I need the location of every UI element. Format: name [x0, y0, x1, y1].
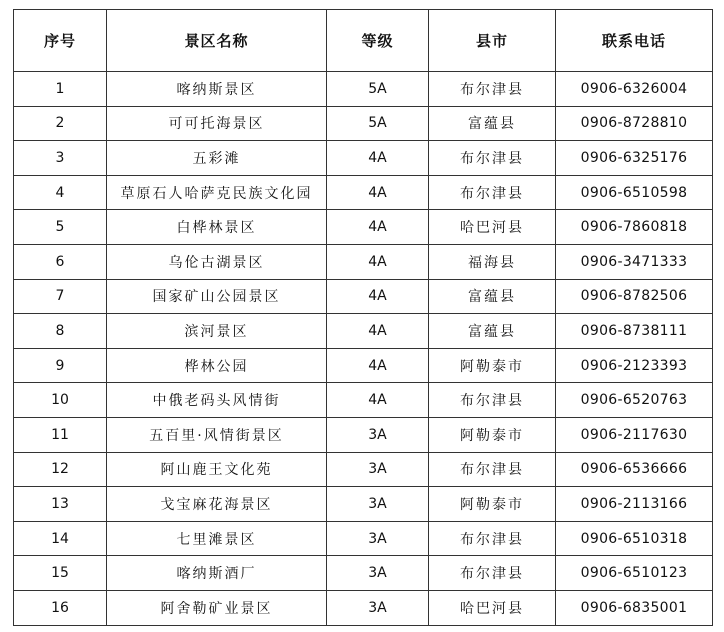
cell-phone: 0906-7860818 [556, 210, 713, 245]
table-row [14, 314, 713, 349]
cell-county: 布尔津县 [429, 175, 556, 210]
cell-phone: 0906-8728810 [556, 106, 713, 141]
cell-level: 4A [327, 314, 429, 349]
cell-name: 喀纳斯景区 [107, 72, 327, 107]
cell-county: 富蕴县 [429, 279, 556, 314]
cell-index: 2 [14, 106, 107, 141]
cell-name: 草原石人哈萨克民族文化园 [107, 175, 327, 210]
table-body [14, 72, 713, 626]
table-row [14, 452, 713, 487]
cell-index: 10 [14, 383, 107, 418]
header-phone: 联系电话 [556, 10, 713, 72]
table-header [14, 10, 713, 72]
cell-phone: 0906-2113166 [556, 487, 713, 522]
cell-level: 3A [327, 521, 429, 556]
cell-county: 阿勒泰市 [429, 348, 556, 383]
cell-level: 3A [327, 556, 429, 591]
cell-name: 国家矿山公园景区 [107, 279, 327, 314]
cell-level: 4A [327, 141, 429, 176]
cell-index: 4 [14, 175, 107, 210]
cell-county: 布尔津县 [429, 521, 556, 556]
cell-index: 6 [14, 244, 107, 279]
cell-index: 15 [14, 556, 107, 591]
cell-index: 5 [14, 210, 107, 245]
cell-phone: 0906-2123393 [556, 348, 713, 383]
table-row [14, 244, 713, 279]
header-level: 等级 [327, 10, 429, 72]
cell-name: 中俄老码头风情街 [107, 383, 327, 418]
scenic-spots-table [13, 9, 713, 626]
cell-county: 布尔津县 [429, 556, 556, 591]
cell-level: 4A [327, 210, 429, 245]
cell-phone: 0906-6326004 [556, 72, 713, 107]
cell-index: 13 [14, 487, 107, 522]
cell-level: 3A [327, 452, 429, 487]
cell-county: 福海县 [429, 244, 556, 279]
cell-level: 4A [327, 383, 429, 418]
cell-phone: 0906-6510598 [556, 175, 713, 210]
cell-name: 桦林公园 [107, 348, 327, 383]
cell-name: 阿舍勒矿业景区 [107, 590, 327, 625]
cell-index: 16 [14, 590, 107, 625]
cell-county: 布尔津县 [429, 383, 556, 418]
cell-level: 4A [327, 175, 429, 210]
cell-name: 五彩滩 [107, 141, 327, 176]
cell-name: 七里滩景区 [107, 521, 327, 556]
cell-phone: 0906-8738111 [556, 314, 713, 349]
cell-level: 5A [327, 72, 429, 107]
cell-name: 乌伦古湖景区 [107, 244, 327, 279]
cell-county: 阿勒泰市 [429, 487, 556, 522]
cell-level: 4A [327, 279, 429, 314]
cell-index: 9 [14, 348, 107, 383]
header-row [14, 10, 713, 72]
cell-index: 1 [14, 72, 107, 107]
cell-phone: 0906-6536666 [556, 452, 713, 487]
table-row [14, 72, 713, 107]
table-row [14, 175, 713, 210]
cell-name: 喀纳斯酒厂 [107, 556, 327, 591]
cell-phone: 0906-8782506 [556, 279, 713, 314]
header-county: 县市 [429, 10, 556, 72]
cell-county: 富蕴县 [429, 106, 556, 141]
table-row [14, 141, 713, 176]
table-row [14, 417, 713, 452]
cell-level: 3A [327, 487, 429, 522]
table-row [14, 487, 713, 522]
cell-phone: 0906-2117630 [556, 417, 713, 452]
cell-phone: 0906-6520763 [556, 383, 713, 418]
cell-county: 阿勒泰市 [429, 417, 556, 452]
cell-level: 4A [327, 348, 429, 383]
cell-county: 哈巴河县 [429, 590, 556, 625]
cell-county: 富蕴县 [429, 314, 556, 349]
cell-index: 7 [14, 279, 107, 314]
cell-phone: 0906-6510123 [556, 556, 713, 591]
table-row [14, 106, 713, 141]
cell-phone: 0906-6325176 [556, 141, 713, 176]
table-row [14, 521, 713, 556]
cell-county: 布尔津县 [429, 72, 556, 107]
cell-name: 白桦林景区 [107, 210, 327, 245]
cell-index: 12 [14, 452, 107, 487]
cell-name: 滨河景区 [107, 314, 327, 349]
table-row [14, 383, 713, 418]
table-row [14, 279, 713, 314]
header-index: 序号 [14, 10, 107, 72]
cell-level: 3A [327, 417, 429, 452]
cell-index: 8 [14, 314, 107, 349]
cell-phone: 0906-3471333 [556, 244, 713, 279]
table-row [14, 210, 713, 245]
cell-phone: 0906-6510318 [556, 521, 713, 556]
cell-index: 11 [14, 417, 107, 452]
cell-level: 4A [327, 244, 429, 279]
cell-county: 布尔津县 [429, 452, 556, 487]
cell-level: 3A [327, 590, 429, 625]
cell-name: 五百里·风情街景区 [107, 417, 327, 452]
cell-name: 戈宝麻花海景区 [107, 487, 327, 522]
cell-index: 14 [14, 521, 107, 556]
cell-name: 阿山鹿王文化苑 [107, 452, 327, 487]
table-row [14, 556, 713, 591]
cell-index: 3 [14, 141, 107, 176]
cell-name: 可可托海景区 [107, 106, 327, 141]
cell-phone: 0906-6835001 [556, 590, 713, 625]
table-row [14, 348, 713, 383]
header-name: 景区名称 [107, 10, 327, 72]
cell-level: 5A [327, 106, 429, 141]
cell-county: 布尔津县 [429, 141, 556, 176]
table-row [14, 590, 713, 625]
cell-county: 哈巴河县 [429, 210, 556, 245]
